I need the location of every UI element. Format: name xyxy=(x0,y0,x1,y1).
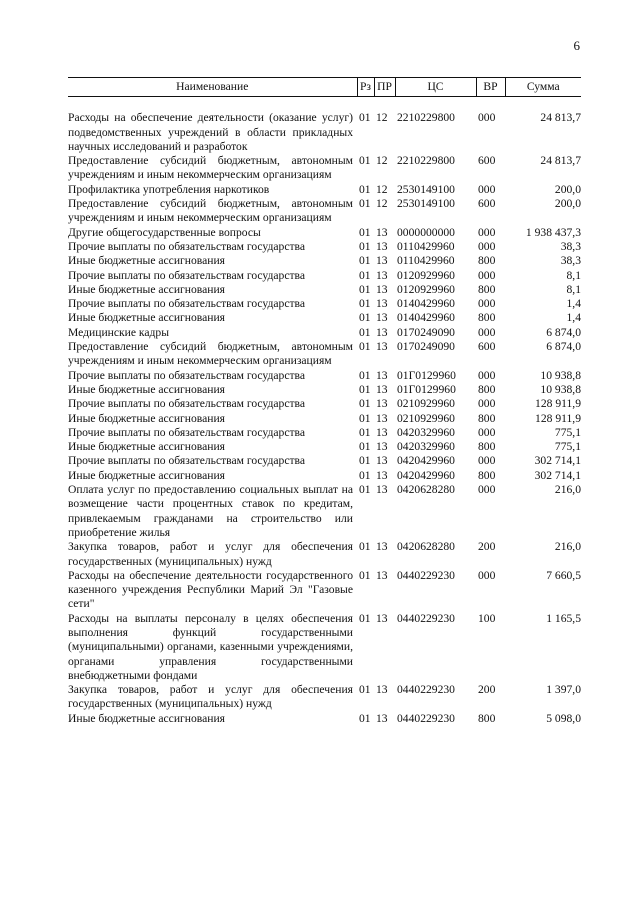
cell-vr: 200 xyxy=(478,540,496,554)
cell-vr: 100 xyxy=(478,611,496,625)
cell-rz: 01 xyxy=(359,540,371,554)
cell-pr: 13 xyxy=(376,483,388,497)
cell-pr: 13 xyxy=(376,297,388,311)
cell-vr: 600 xyxy=(478,340,496,354)
cell-name: Расходы на обеспечение деятельности государственного казенного учреждения Республики Марий Эл "Газовые сети" xyxy=(68,568,353,611)
cell-vr: 200 xyxy=(478,683,496,697)
cell-vr: 000 xyxy=(478,111,496,125)
cell-sum: 8,1 xyxy=(566,268,581,282)
cell-sum: 1,4 xyxy=(566,297,581,311)
cell-vr: 000 xyxy=(478,268,496,282)
cell-pr: 13 xyxy=(376,282,388,296)
cell-name: Расходы на обеспечение деятельности (оказание услуг) подведомственных учреждений в области прикладных научных исследований и разработок xyxy=(68,111,353,153)
cell-name: Прочие выплаты по обязательствам государства xyxy=(68,297,305,311)
header-row xyxy=(68,78,581,97)
cell-name: Иные бюджетные ассигнования xyxy=(68,468,225,482)
cell-cs: 01Г0129960 xyxy=(397,382,456,396)
header-rz: Рз xyxy=(357,78,374,97)
cell-sum: 10 938,8 xyxy=(540,382,581,396)
header-pr: ПР xyxy=(374,78,395,97)
cell-cs: 0140429960 xyxy=(397,297,455,311)
cell-pr: 13 xyxy=(376,254,388,268)
cell-rz: 01 xyxy=(359,397,371,411)
cell-name: Иные бюджетные ассигнования xyxy=(68,254,225,268)
cell-cs: 0440229230 xyxy=(397,611,455,625)
table-row xyxy=(68,569,581,612)
cell-sum: 1 165,5 xyxy=(546,611,581,625)
cell-name: Предоставление субсидий бюджетным, автономным учреждениям и иным некоммерческим организациям xyxy=(68,197,353,225)
cell-rz: 01 xyxy=(359,340,371,354)
cell-pr: 13 xyxy=(376,425,388,439)
cell-cs: 0210929960 xyxy=(397,397,455,411)
cell-sum: 200,0 xyxy=(554,197,581,211)
cell-vr: 000 xyxy=(478,397,496,411)
table-row xyxy=(68,226,581,240)
cell-cs: 0120929960 xyxy=(397,268,455,282)
cell-name: Иные бюджетные ассигнования xyxy=(68,711,225,725)
header-sum: Сумма xyxy=(505,78,581,97)
cell-pr: 12 xyxy=(376,182,388,196)
cell-rz: 01 xyxy=(359,325,371,339)
table-row xyxy=(68,311,581,325)
cell-rz: 01 xyxy=(359,225,371,239)
cell-vr: 800 xyxy=(478,711,496,725)
cell-vr: 000 xyxy=(478,368,496,382)
header-vr: ВР xyxy=(476,78,505,97)
cell-vr: 800 xyxy=(478,440,496,454)
cell-name: Прочие выплаты по обязательствам государства xyxy=(68,397,305,411)
cell-pr: 13 xyxy=(376,683,388,697)
cell-sum: 1,4 xyxy=(566,311,581,325)
cell-rz: 01 xyxy=(359,454,371,468)
cell-rz: 01 xyxy=(359,440,371,454)
table-row xyxy=(68,683,581,712)
cell-sum: 302 714,1 xyxy=(534,468,581,482)
table-row xyxy=(68,483,581,540)
cell-name: Иные бюджетные ассигнования xyxy=(68,382,225,396)
cell-name: Прочие выплаты по обязательствам государства xyxy=(68,368,305,382)
cell-cs: 2530149100 xyxy=(397,197,455,211)
cell-sum: 200,0 xyxy=(554,182,581,196)
cell-vr: 800 xyxy=(478,411,496,425)
cell-rz: 01 xyxy=(359,311,371,325)
cell-rz: 01 xyxy=(359,568,371,582)
cell-cs: 0440229230 xyxy=(397,683,455,697)
cell-vr: 800 xyxy=(478,254,496,268)
cell-rz: 01 xyxy=(359,611,371,625)
table-row xyxy=(68,397,581,411)
cell-pr: 13 xyxy=(376,540,388,554)
table-row xyxy=(68,412,581,426)
cell-cs: 0210929960 xyxy=(397,411,455,425)
cell-sum: 6 874,0 xyxy=(546,340,581,354)
table-body xyxy=(68,97,581,726)
cell-cs: 0440229230 xyxy=(397,568,455,582)
cell-sum: 5 098,0 xyxy=(546,711,581,725)
cell-pr: 13 xyxy=(376,311,388,325)
cell-vr: 600 xyxy=(478,197,496,211)
table-row xyxy=(68,712,581,726)
cell-rz: 01 xyxy=(359,468,371,482)
cell-vr: 600 xyxy=(478,154,496,168)
cell-cs: 0170249090 xyxy=(397,340,455,354)
table-row xyxy=(68,369,581,383)
cell-vr: 800 xyxy=(478,311,496,325)
cell-rz: 01 xyxy=(359,282,371,296)
table-row xyxy=(68,440,581,454)
table-row xyxy=(68,283,581,297)
cell-sum: 1 938 437,3 xyxy=(525,225,581,239)
cell-cs: 0420429960 xyxy=(397,454,455,468)
table-row xyxy=(68,97,581,154)
cell-cs: 0420628280 xyxy=(397,483,455,497)
cell-name: Закупка товаров, работ и услуг для обеспечения государственных (муниципальных) нужд xyxy=(68,683,353,711)
table-row xyxy=(68,326,581,340)
cell-name: Иные бюджетные ассигнования xyxy=(68,311,225,325)
cell-pr: 13 xyxy=(376,454,388,468)
cell-sum: 216,0 xyxy=(554,483,581,497)
cell-name: Прочие выплаты по обязательствам государства xyxy=(68,454,305,468)
cell-sum: 7 660,5 xyxy=(546,568,581,582)
cell-sum: 10 938,8 xyxy=(540,368,581,382)
cell-name: Закупка товаров, работ и услуг для обеспечения государственных (муниципальных) нужд xyxy=(68,540,353,568)
cell-cs: 0420429960 xyxy=(397,468,455,482)
cell-pr: 13 xyxy=(376,568,388,582)
cell-sum: 6 874,0 xyxy=(546,325,581,339)
cell-name: Профилактика употребления наркотиков xyxy=(68,182,270,196)
cell-rz: 01 xyxy=(359,711,371,725)
cell-pr: 13 xyxy=(376,368,388,382)
cell-name: Прочие выплаты по обязательствам государства xyxy=(68,425,305,439)
header-name: Наименование xyxy=(68,78,357,97)
cell-pr: 13 xyxy=(376,268,388,282)
table-row xyxy=(68,426,581,440)
cell-sum: 302 714,1 xyxy=(534,454,581,468)
cell-rz: 01 xyxy=(359,182,371,196)
cell-sum: 775,1 xyxy=(554,440,581,454)
table-row xyxy=(68,469,581,483)
cell-pr: 13 xyxy=(376,239,388,253)
cell-pr: 13 xyxy=(376,611,388,625)
cell-cs: 2530149100 xyxy=(397,182,455,196)
cell-rz: 01 xyxy=(359,239,371,253)
cell-name: Предоставление субсидий бюджетным, автономным учреждениям и иным некоммерческим организациям xyxy=(68,340,353,368)
cell-vr: 000 xyxy=(478,325,496,339)
cell-cs: 0170249090 xyxy=(397,325,455,339)
cell-rz: 01 xyxy=(359,197,371,211)
cell-vr: 000 xyxy=(478,225,496,239)
cell-cs: 0140429960 xyxy=(397,311,455,325)
cell-sum: 8,1 xyxy=(566,282,581,296)
cell-rz: 01 xyxy=(359,254,371,268)
cell-name: Предоставление субсидий бюджетным, автономным учреждениям и иным некоммерческим организациям xyxy=(68,154,353,182)
cell-name: Медицинские кадры xyxy=(68,325,169,339)
cell-sum: 128 911,9 xyxy=(535,411,581,425)
cell-rz: 01 xyxy=(359,483,371,497)
cell-rz: 01 xyxy=(359,683,371,697)
cell-name: Расходы на выплаты персоналу в целях обеспечения выполнения функций государственными (муниципальными) органами, казенными учреждениями, органами управления государственными внебюджетными фондами xyxy=(68,611,353,682)
cell-sum: 38,3 xyxy=(560,239,581,253)
cell-rz: 01 xyxy=(359,411,371,425)
cell-cs: 2210229800 xyxy=(397,154,455,168)
cell-rz: 01 xyxy=(359,154,371,168)
cell-name: Другие общегосударственные вопросы xyxy=(68,225,261,239)
cell-sum: 1 397,0 xyxy=(546,683,581,697)
cell-rz: 01 xyxy=(359,111,371,125)
cell-sum: 216,0 xyxy=(554,540,581,554)
table-row xyxy=(68,340,581,369)
cell-pr: 12 xyxy=(376,197,388,211)
cell-vr: 000 xyxy=(478,454,496,468)
cell-pr: 13 xyxy=(376,411,388,425)
cell-rz: 01 xyxy=(359,425,371,439)
cell-pr: 12 xyxy=(376,111,388,125)
table-row xyxy=(68,612,581,683)
cell-cs: 0420329960 xyxy=(397,425,455,439)
table-row xyxy=(68,183,581,197)
cell-vr: 000 xyxy=(478,239,496,253)
budget-table xyxy=(68,77,581,726)
cell-vr: 000 xyxy=(478,297,496,311)
cell-sum: 24 813,7 xyxy=(540,154,581,168)
table-row xyxy=(68,269,581,283)
cell-pr: 13 xyxy=(376,468,388,482)
table-row xyxy=(68,154,581,183)
cell-cs: 0440229230 xyxy=(397,711,455,725)
table-row xyxy=(68,297,581,311)
cell-name: Прочие выплаты по обязательствам государства xyxy=(68,268,305,282)
cell-vr: 800 xyxy=(478,382,496,396)
cell-sum: 38,3 xyxy=(560,254,581,268)
table-row xyxy=(68,240,581,254)
table-row xyxy=(68,254,581,268)
header-cs: ЦС xyxy=(395,78,476,97)
cell-name: Иные бюджетные ассигнования xyxy=(68,282,225,296)
cell-pr: 13 xyxy=(376,382,388,396)
cell-sum: 775,1 xyxy=(554,425,581,439)
cell-name: Прочие выплаты по обязательствам государства xyxy=(68,239,305,253)
cell-name: Оплата услуг по предоставлению социальных выплат на возмещение части процентных ставок по кредитам, привлекаемым гражданами на строительство или приобретение жилья xyxy=(68,483,353,539)
cell-vr: 000 xyxy=(478,425,496,439)
table-row xyxy=(68,540,581,569)
cell-vr: 000 xyxy=(478,568,496,582)
cell-pr: 13 xyxy=(376,711,388,725)
cell-pr: 13 xyxy=(376,325,388,339)
cell-vr: 000 xyxy=(478,182,496,196)
cell-cs: 2210229800 xyxy=(397,111,455,125)
cell-rz: 01 xyxy=(359,268,371,282)
cell-rz: 01 xyxy=(359,297,371,311)
cell-cs: 0420329960 xyxy=(397,440,455,454)
cell-name: Иные бюджетные ассигнования xyxy=(68,440,225,454)
table-header xyxy=(68,78,581,97)
cell-cs: 0420628280 xyxy=(397,540,455,554)
cell-cs: 0110429960 xyxy=(397,254,455,268)
cell-cs: 0110429960 xyxy=(397,239,455,253)
table-row xyxy=(68,197,581,226)
page-number: 6 xyxy=(573,38,580,53)
table-row xyxy=(68,454,581,468)
cell-vr: 000 xyxy=(478,483,496,497)
cell-rz: 01 xyxy=(359,382,371,396)
cell-sum: 24 813,7 xyxy=(540,111,581,125)
cell-cs: 01Г0129960 xyxy=(397,368,456,382)
cell-vr: 800 xyxy=(478,468,496,482)
cell-cs: 0120929960 xyxy=(397,282,455,296)
cell-name: Иные бюджетные ассигнования xyxy=(68,411,225,425)
cell-cs: 0000000000 xyxy=(397,225,455,239)
cell-pr: 12 xyxy=(376,154,388,168)
table-row xyxy=(68,383,581,397)
cell-pr: 13 xyxy=(376,340,388,354)
cell-pr: 13 xyxy=(376,440,388,454)
cell-vr: 800 xyxy=(478,282,496,296)
cell-pr: 13 xyxy=(376,397,388,411)
cell-rz: 01 xyxy=(359,368,371,382)
cell-pr: 13 xyxy=(376,225,388,239)
cell-sum: 128 911,9 xyxy=(535,397,581,411)
